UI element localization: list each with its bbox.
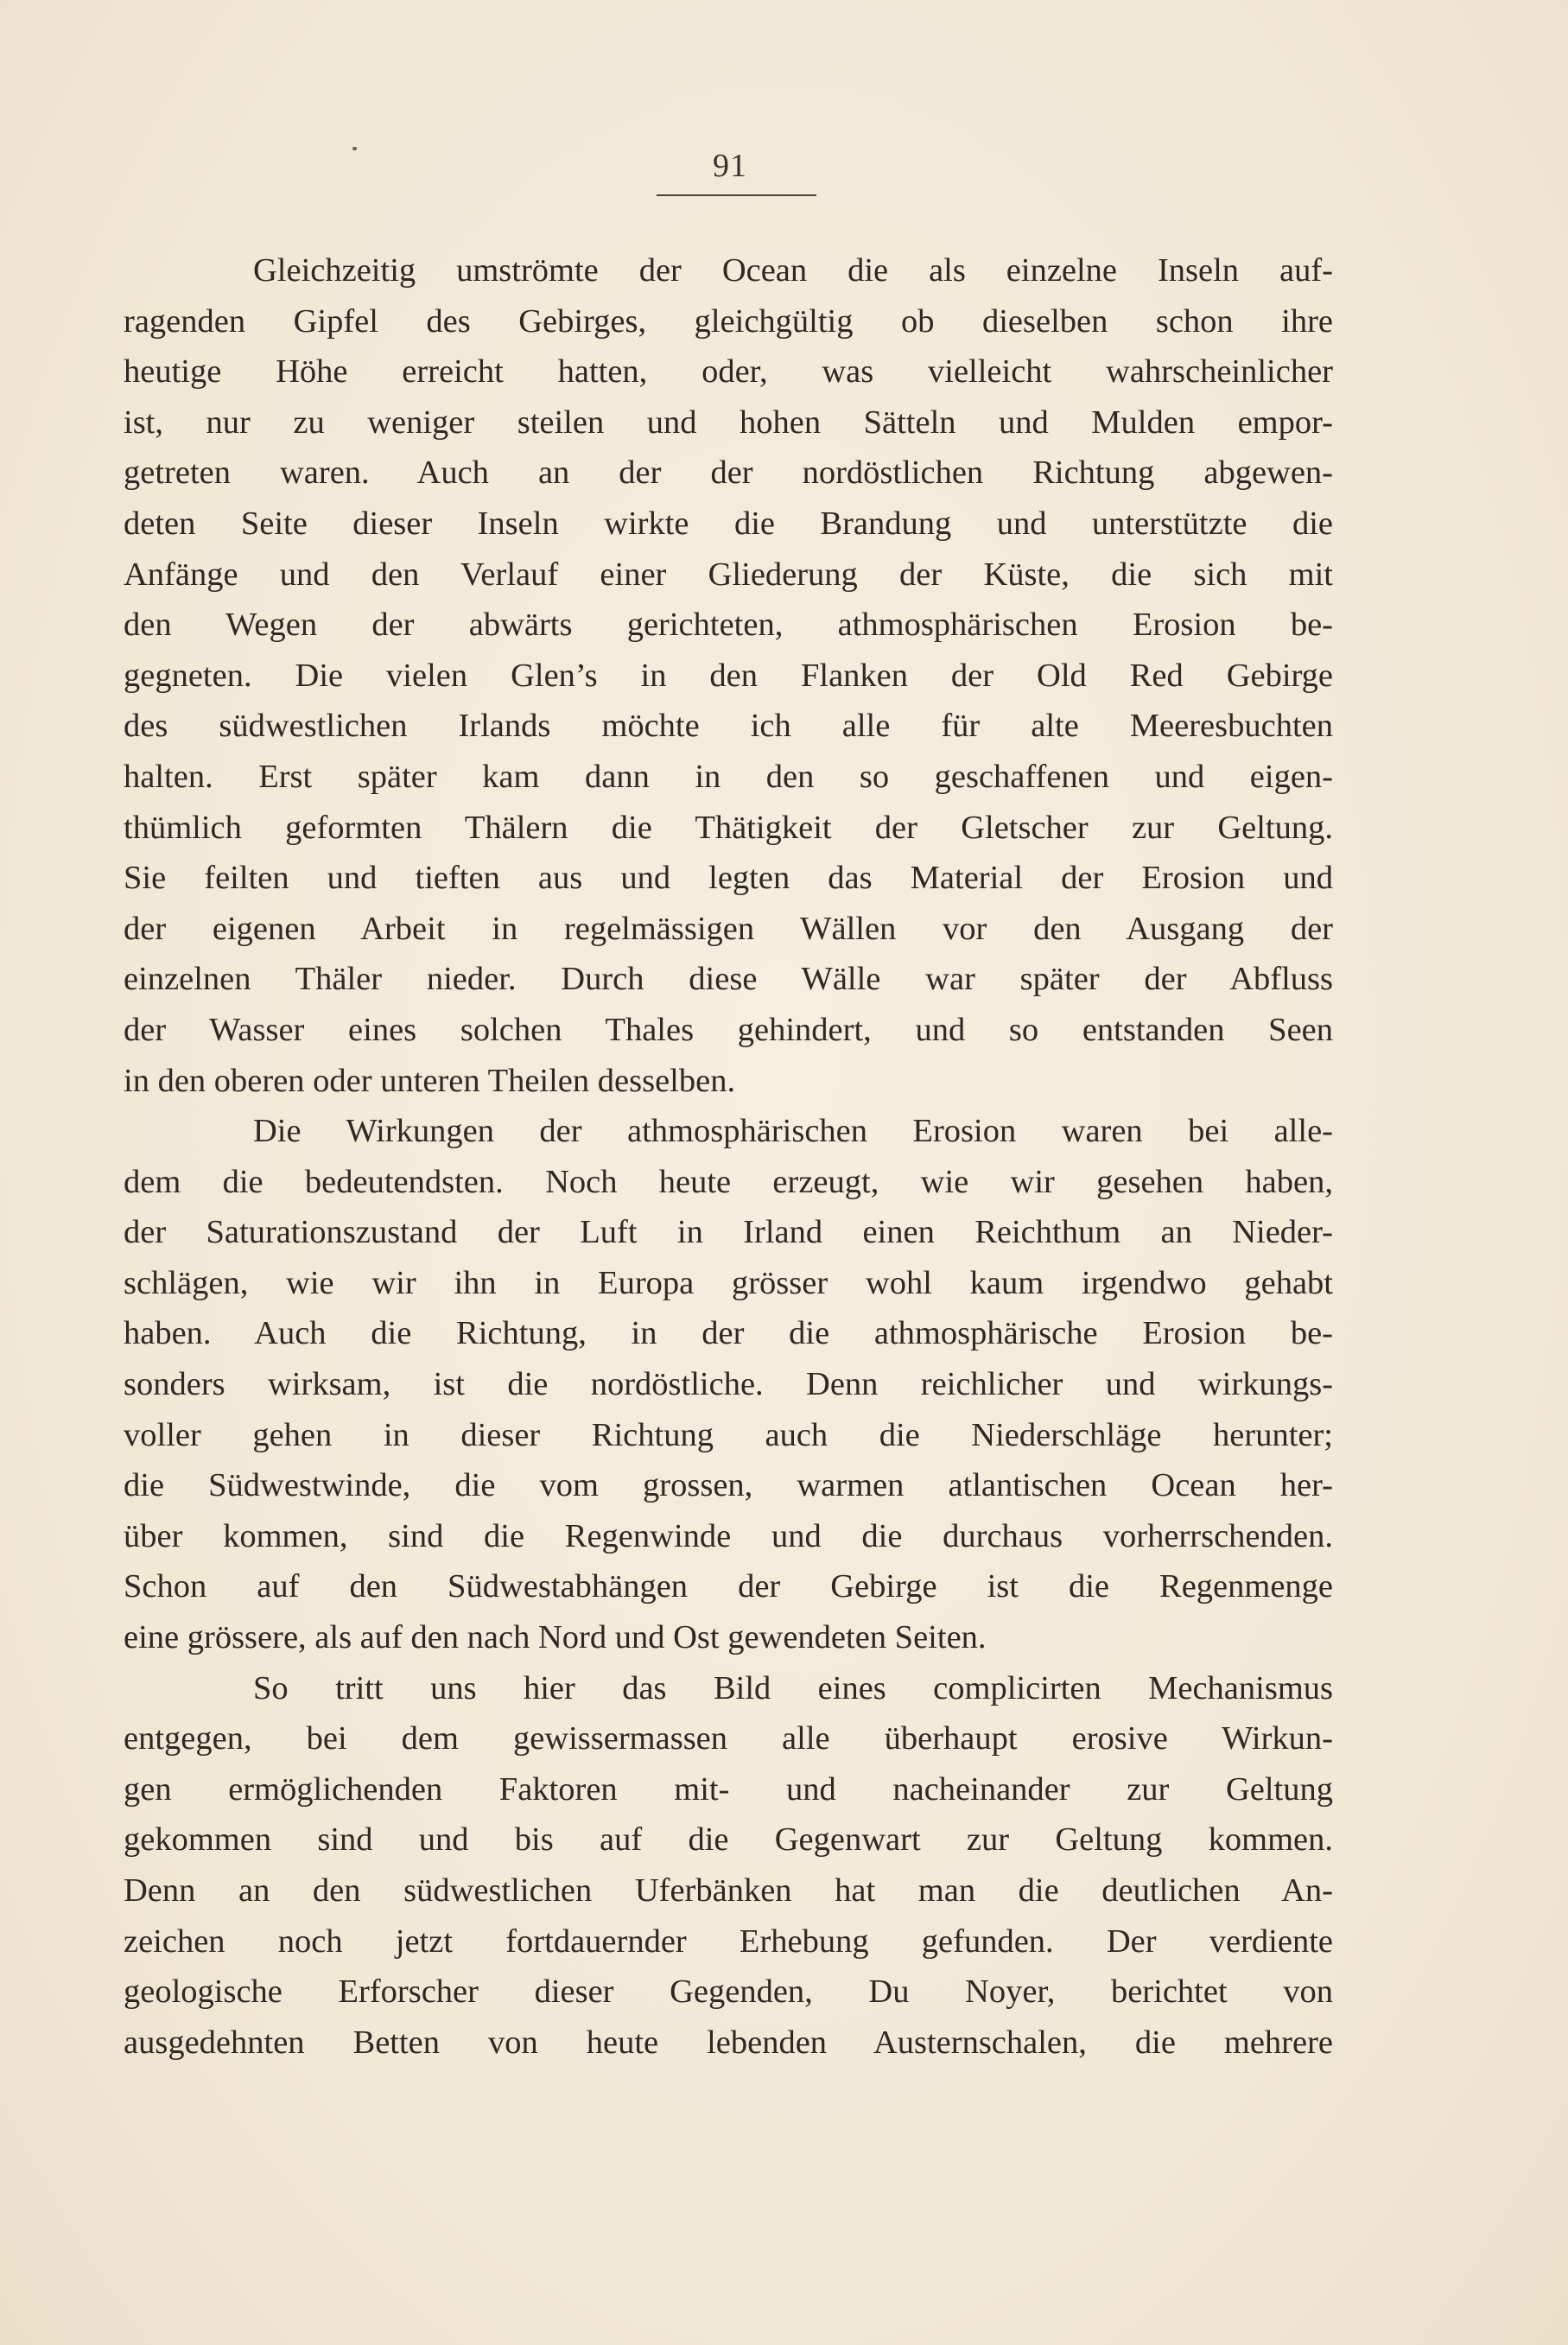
text-line: ausgedehnten Betten von heute lebenden Austernschalen, die mehrere xyxy=(124,2024,1333,2061)
text-line: gen ermöglichenden Faktoren mit- und nacheinander zur Geltung xyxy=(124,1770,1333,1808)
text-line: der eigenen Arbeit in regelmässigen Wällen vor den Ausgang der xyxy=(124,910,1333,947)
text-line: halten. Erst später kam dann in den so geschaffenen und eigen- xyxy=(124,758,1333,795)
text-line: eine grössere, als auf den nach Nord und Ost gewendeten Seiten. xyxy=(124,1619,987,1656)
text-line: sonders wirksam, ist die nordöstliche. Denn reichlicher und wirkungs- xyxy=(124,1366,1333,1403)
text-line: entgegen, bei dem gewissermassen alle überhaupt erosive Wirkun- xyxy=(124,1720,1333,1757)
text-line: der Saturationszustand der Luft in Irland einen Reichthum an Nieder- xyxy=(124,1214,1333,1251)
text-line: in den oberen oder unteren Theilen desselben. xyxy=(124,1062,736,1099)
text-line: getreten waren. Auch an der der nordöstlichen Richtung abgewen- xyxy=(124,454,1333,492)
text-line: über kommen, sind die Regenwinde und die durchaus vorherrschenden. xyxy=(124,1517,1333,1554)
text-line: thümlich geformten Thälern die Thätigkeit der Gletscher zur Geltung. xyxy=(124,809,1333,846)
text-line: gekommen sind und bis auf die Gegenwart zur Geltung kommen. xyxy=(124,1821,1333,1859)
text-line: schlägen, wie wir ihn in Europa grösser wohl kaum irgendwo gehabt xyxy=(124,1264,1333,1301)
print-speck xyxy=(352,147,357,150)
text-line: die Südwestwinde, die vom grossen, warmen atlantischen Ocean her- xyxy=(124,1467,1333,1504)
body-text xyxy=(124,245,1333,2068)
page-number: 91 xyxy=(713,148,747,184)
text-line: Denn an den südwestlichen Uferbänken hat man die deutlichen An- xyxy=(124,1872,1333,1909)
text-line: heutige Höhe erreicht hatten, oder, was vielleicht wahrscheinlicher xyxy=(124,353,1333,391)
text-line: ragenden Gipfel des Gebirges, gleichgültig ob dieselben schon ihre xyxy=(124,302,1333,340)
text-line: Die Wirkungen der athmosphärischen Erosion waren bei alle- xyxy=(253,1113,1333,1150)
text-line: geologische Erforscher dieser Gegenden, Du Noyer, berichtet von xyxy=(124,1973,1333,2011)
text-line: den Wegen der abwärts gerichteten, athmosphärischen Erosion be- xyxy=(124,607,1333,644)
text-line: So tritt uns hier das Bild eines complicirten Mechanismus xyxy=(253,1669,1333,1706)
text-line: Sie feilten und tieften aus und legten das Material der Erosion und xyxy=(124,860,1333,897)
text-line: zeichen noch jetzt fortdauernder Erhebung gefunden. Der verdiente xyxy=(124,1922,1333,1960)
text-line: gegneten. Die vielen Glen’s in den Flanken der Old Red Gebirge xyxy=(124,657,1333,694)
text-line: deten Seite dieser Inseln wirkte die Brandung und unterstützte die xyxy=(124,505,1333,542)
text-line: haben. Auch die Richtung, in der die athmosphärische Erosion be- xyxy=(124,1315,1333,1352)
text-line: des südwestlichen Irlands möchte ich alle für alte Meeresbuchten xyxy=(124,708,1333,745)
text-line: einzelnen Thäler nieder. Durch diese Wälle war später der Abfluss xyxy=(124,961,1333,998)
text-line: Schon auf den Südwestabhängen der Gebirge ist die Regenmenge xyxy=(124,1568,1333,1605)
text-line: ist, nur zu weniger steilen und hohen Sätteln und Mulden empor- xyxy=(124,404,1333,441)
text-line: der Wasser eines solchen Thales gehindert, und so entstanden Seen xyxy=(124,1011,1333,1048)
text-line: Gleichzeitig umströmte der Ocean die als einzelne Inseln auf- xyxy=(253,252,1333,289)
text-line: Anfänge und den Verlauf einer Gliederung der Küste, die sich mit xyxy=(124,556,1333,593)
text-line: voller gehen in dieser Richtung auch die Niederschläge herunter; xyxy=(124,1416,1333,1453)
text-line: dem die bedeutendsten. Noch heute erzeugt, wie wir gesehen haben, xyxy=(124,1163,1333,1200)
page-number-rule xyxy=(657,194,816,196)
